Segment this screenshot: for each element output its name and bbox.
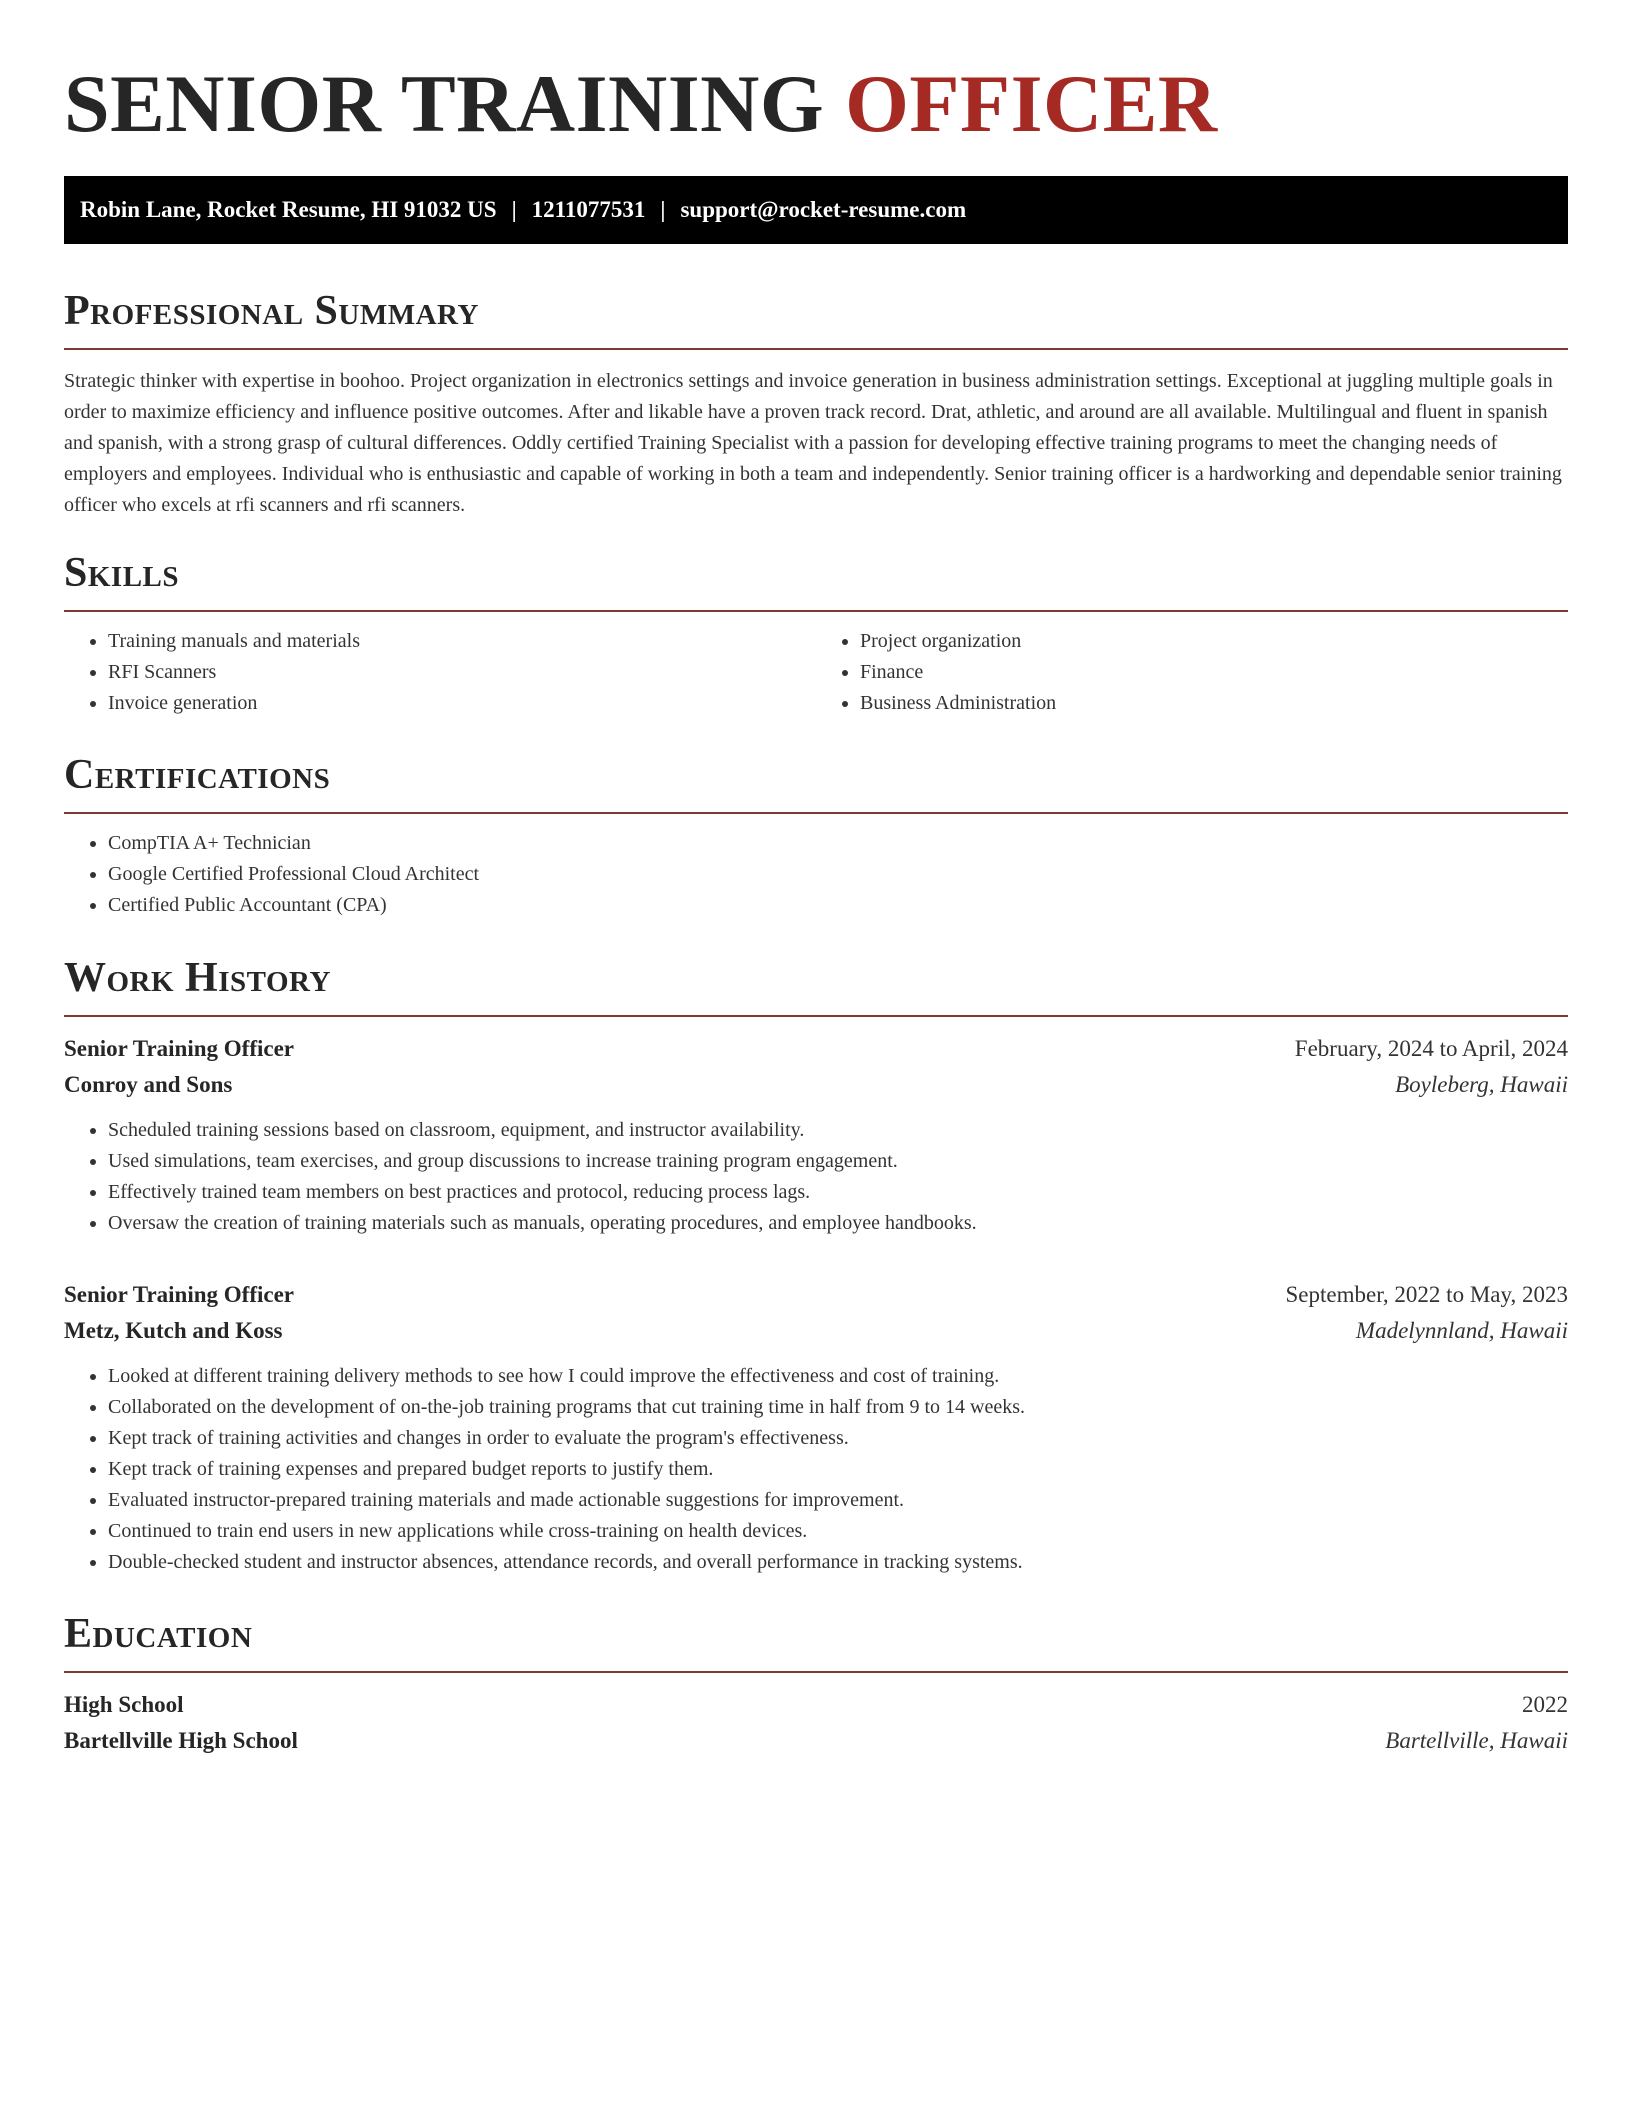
job-duty: • Kept track of training expenses and prepared budget reports to justify them. [108,1454,1568,1485]
skill-item: • Finance [860,657,1568,688]
certifications-list [64,828,1568,921]
contact-separator: | [511,197,517,222]
job-duty: • Effectively trained team members on best practices and protocol, reducing process lags. [108,1177,1568,1208]
skills-list-right [816,626,1568,719]
job-duty: • Used simulations, team exercises, and group discussions to increase training program engagement. [108,1146,1568,1177]
work-history-section [64,953,1568,1578]
job-duty: • Evaluated instructor-prepared training materials and made actionable suggestions for improvement. [108,1485,1568,1516]
education-heading: Education [64,1611,253,1657]
job-duty: • Kept track of training activities and changes in order to evaluate the program's effectiveness. [108,1423,1568,1454]
section-divider [64,812,1568,814]
section-divider [64,348,1568,350]
job-dates: February, 2024 to April, 2024 [1294,1036,1568,1061]
certifications-section [64,750,1568,921]
job-location: Madelynnland, Hawaii [1355,1318,1568,1343]
job-entry [64,1031,1568,1239]
job-duty: • Looked at different training delivery methods to see how I could improve the effectiveness and cost of training. [108,1361,1568,1392]
education-section [64,1609,1568,1759]
summary-text: Strategic thinker with expertise in boohoo. Project organization in electronics settings and invoice generation in business administration settings. Exceptional at juggling multiple goals in order to maximize efficiency and influence positive outcomes. After and likable have a proven track record. Drat, athletic, and around are all available. Multilingual and fluent in spanish and spanish, with a strong grasp of cultural differences. Oddly certified Training Specialist with a passion for developing effective training programs to meet the changing needs of employers and employees. Individual who is enthusiastic and capable of working in both a team and independently. Senior training officer is a hardworking and dependable senior training officer who excels at rfi scanners and rfi scanners. [64,370,1562,516]
title-main: SENIOR TRAINING [64,58,825,149]
job-entry [64,1277,1568,1578]
job-title: Senior Training Officer [64,1036,294,1061]
certification-item: • Google Certified Professional Cloud Architect [108,859,1568,890]
section-divider [64,1671,1568,1673]
job-duty: • Collaborated on the development of on-the-job training programs that cut training time in half from 9 to 14 weeks. [108,1392,1568,1423]
job-duties [64,1361,1568,1578]
job-dates: September, 2022 to May, 2023 [1285,1282,1568,1307]
resume-title [64,56,1568,152]
certifications-heading: Certifications [64,752,331,798]
job-location: Boyleberg, Hawaii [1395,1072,1568,1097]
job-title: Senior Training Officer [64,1282,294,1307]
skills-list-left [64,626,816,719]
section-divider [64,1015,1568,1017]
job-company: Metz, Kutch and Koss [64,1318,283,1343]
contact-address: Robin Lane, Rocket Resume, HI 91032 US [80,197,497,222]
contact-email: support@rocket-resume.com [680,197,967,222]
job-company: Conroy and Sons [64,1072,233,1097]
education-entry [64,1687,1568,1759]
skill-item: • RFI Scanners [108,657,816,688]
skill-item: • Invoice generation [108,688,816,719]
education-location: Bartellville, Hawaii [1385,1728,1568,1753]
certification-item: • CompTIA A+ Technician [108,828,1568,859]
job-duties [64,1115,1568,1239]
education-school: Bartellville High School [64,1728,298,1753]
summary-heading: Professional Summary [64,288,479,334]
skill-item: • Training manuals and materials [108,626,816,657]
skills-grid [64,612,1568,719]
work-history-heading: Work History [64,955,331,1001]
skill-item: • Business Administration [860,688,1568,719]
contact-bar [64,176,1568,244]
summary-section [64,286,1568,521]
education-year: 2022 [1522,1692,1568,1717]
job-duty: • Double-checked student and instructor absences, attendance records, and overall performance in tracking systems. [108,1547,1568,1578]
job-duty: • Oversaw the creation of training materials such as manuals, operating procedures, and employee handbooks. [108,1208,1568,1239]
contact-separator: | [660,197,666,222]
education-degree: High School [64,1692,184,1717]
contact-phone: 1211077531 [531,197,646,222]
skills-heading: Skills [64,550,180,596]
resume-page [64,0,1568,1753]
job-duty: • Scheduled training sessions based on classroom, equipment, and instructor availability. [108,1115,1568,1146]
skills-section [64,548,1568,719]
title-accent: OFFICER [845,58,1218,149]
certification-item: • Certified Public Accountant (CPA) [108,890,1568,921]
skill-item: • Project organization [860,626,1568,657]
job-duty: • Continued to train end users in new applications while cross-training on health devices. [108,1516,1568,1547]
